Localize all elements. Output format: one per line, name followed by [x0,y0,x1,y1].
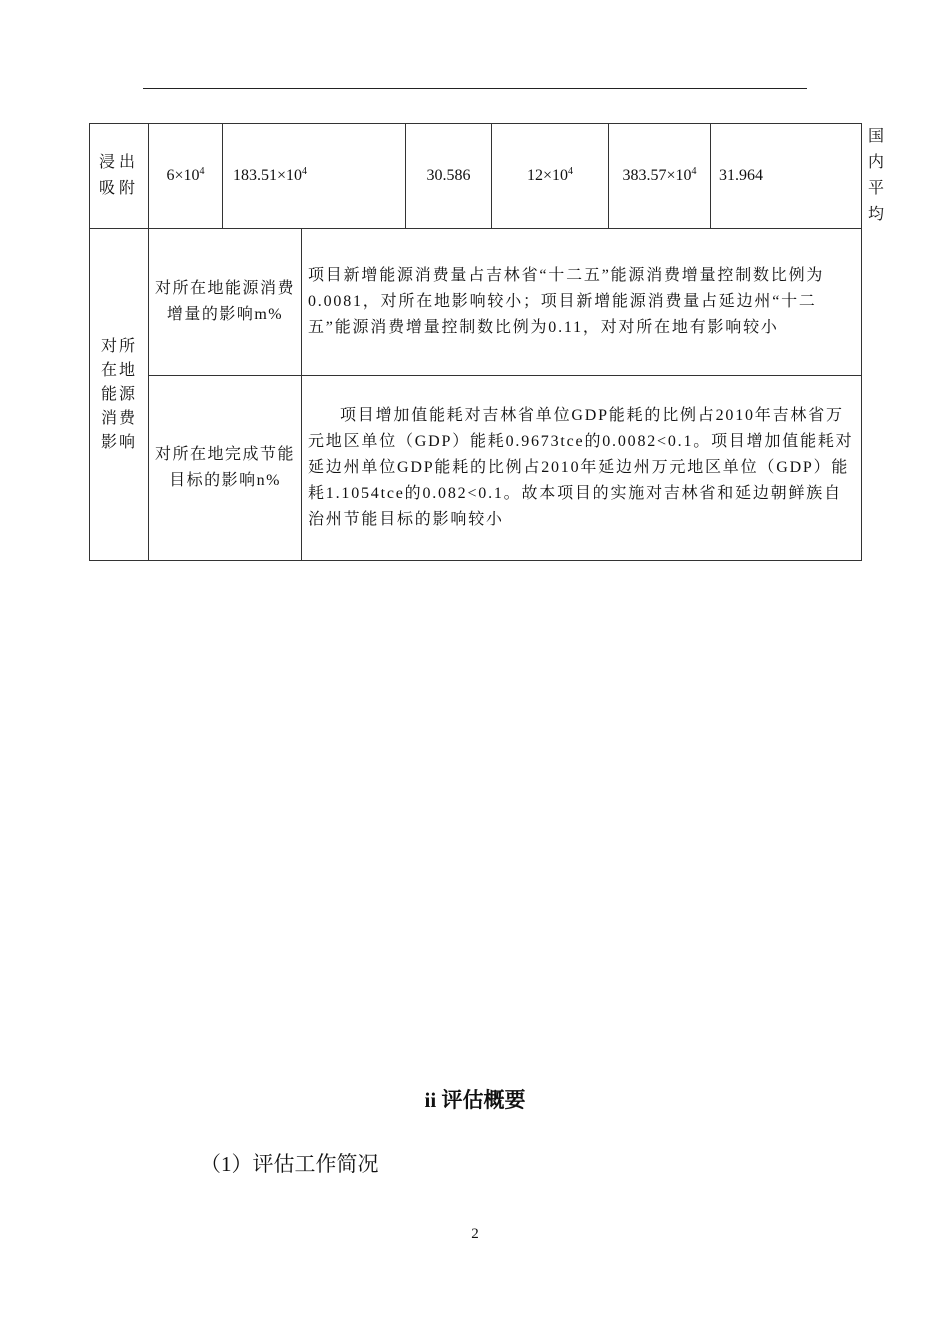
cell-value-2: $183.51\times 10^4$ [223,124,406,229]
header-rule [143,88,807,89]
consumption-increment-text: 项目新增能源消费量占吉林省“十二五”能源消费增量控制数比例为0.0081，对所在地影响较小；项目新增能源消费量占延边州“十二五”能源消费增量控制数比例为0.11，对对所在地有影响较小 [302,229,862,376]
cell-value-6: 31.964 [711,124,862,229]
energy-saving-target-text: 项目增加值能耗对吉林省单位GDP能耗的比例占2010年吉林省万元地区单位（GDP）能耗0.9673tce的0.0082<0.1。项目增加值能耗对延边州单位GDP能耗的比例占2010年延边州万元地区单位（GDP）能耗1.1054tce的0.082<0.1。故本项目的实施对吉林省和延边朝鲜族自治州节能目标的影响较小 [302,376,862,561]
cell-value-4: $12\times 10^4$ [492,124,609,229]
page-number: 2 [471,1226,479,1242]
section-subheading: （1）评估工作简况 [200,1152,379,1176]
row-label-consumption-increment: 对所在地能源消费增量的影响m% [149,229,302,376]
energy-impact-table [89,123,889,561]
table-row-consumption-increment [90,229,862,376]
group-label-text: 对所在地能源消费影响 [100,337,137,451]
row-label-leaching: 浸出吸附 [90,124,149,229]
row-label-energy-saving-target: 对所在地完成节能目标的影响n% [149,376,302,561]
section-heading: ii 评估概要 [424,1088,526,1112]
cell-value-3: 30.586 [406,124,492,229]
group-label-energy-impact [90,229,149,561]
table-row-leaching: 浸出吸附 $6\times 10^4$ $183.51\times 10^4$ 30.586 $12\times 10^4$ $383.57\times 10^4$ 31.964 国内平均 [90,124,862,229]
table-row-energy-saving-target [90,376,862,561]
cell-value-5: $383.57\times 10^4$ [609,124,711,229]
cell-value-1: $6\times 10^4$ [149,124,223,229]
